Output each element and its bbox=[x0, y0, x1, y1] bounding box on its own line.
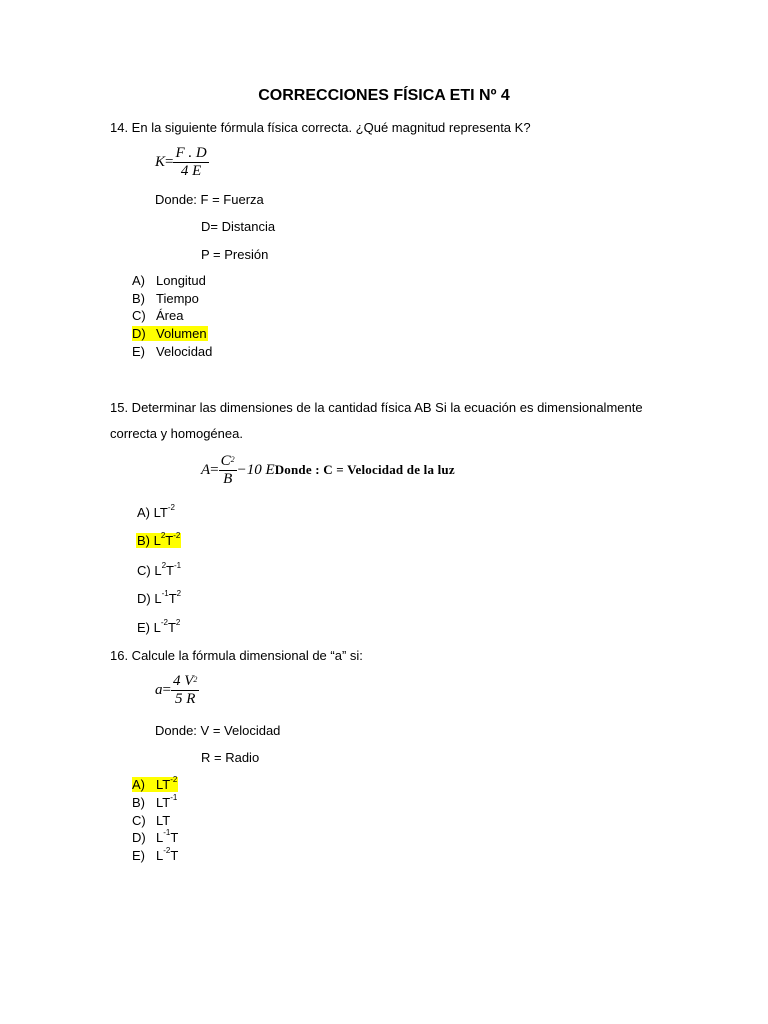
option-text: C) L bbox=[137, 563, 162, 578]
option-exponent: 2 bbox=[160, 531, 166, 540]
option-e bbox=[132, 344, 212, 359]
formula-eq: = bbox=[162, 681, 171, 698]
formula-eq: = bbox=[210, 461, 219, 478]
option-d-highlighted bbox=[132, 326, 208, 341]
option-letter: A) bbox=[132, 777, 145, 792]
option-letter: E) bbox=[132, 344, 145, 359]
question-16-text: 16. Calcule la fórmula dimensional de “a” si: bbox=[110, 648, 363, 663]
formula-denominator: 4 E bbox=[180, 163, 202, 179]
option-exponent: -2 bbox=[163, 846, 171, 855]
formula-fraction bbox=[173, 145, 208, 180]
option-c bbox=[137, 563, 181, 578]
option-text: E) L bbox=[137, 620, 161, 635]
question-14-formula bbox=[155, 145, 209, 180]
where-label: Donde: bbox=[155, 723, 197, 738]
option-text: T bbox=[167, 620, 176, 635]
formula-eq: = bbox=[165, 153, 174, 170]
option-text: Longitud bbox=[156, 273, 206, 288]
option-letter: E) bbox=[132, 848, 145, 863]
option-c bbox=[132, 813, 170, 828]
formula-fraction bbox=[171, 673, 199, 708]
option-letter: D) bbox=[132, 326, 146, 341]
definition: F = Fuerza bbox=[200, 192, 264, 207]
question-15-formula bbox=[201, 453, 455, 488]
question-15-text-line2: correcta y homogénea. bbox=[110, 426, 243, 441]
formula-numerator: F . D bbox=[175, 145, 207, 161]
option-a-highlighted bbox=[132, 777, 178, 792]
numerator-base: 4 V bbox=[172, 673, 194, 689]
option-text: T bbox=[168, 591, 177, 606]
option-exponent: 2 bbox=[176, 589, 182, 598]
definition: D= Distancia bbox=[201, 219, 276, 234]
definition: V = Velocidad bbox=[200, 723, 281, 738]
formula-lhs: a bbox=[155, 681, 163, 698]
numerator-base: C bbox=[220, 453, 231, 469]
question-16-formula bbox=[155, 673, 199, 708]
option-exponent: -2 bbox=[170, 775, 178, 784]
formula-numerator bbox=[171, 673, 199, 691]
question-15-text-line1: 15. Determinar las dimensiones de la cantidad física AB Si la ecuación es dimensionalmente bbox=[110, 400, 643, 415]
option-text: T bbox=[165, 533, 174, 548]
option-text: Área bbox=[156, 308, 184, 323]
numerator-exponent: 2 bbox=[230, 455, 235, 464]
formula-rest: −10 E bbox=[236, 461, 275, 478]
where-label: Donde: bbox=[155, 192, 197, 207]
option-letter: D) bbox=[132, 830, 146, 845]
option-e bbox=[132, 848, 178, 863]
option-b bbox=[132, 795, 177, 810]
q16-where bbox=[155, 723, 280, 738]
option-text: D) L bbox=[137, 591, 162, 606]
option-d bbox=[137, 591, 181, 606]
option-text: LT bbox=[156, 813, 171, 828]
option-exponent: -1 bbox=[173, 561, 182, 570]
q14-where bbox=[155, 192, 264, 207]
option-b bbox=[132, 291, 199, 306]
option-exponent: 2 bbox=[161, 561, 167, 570]
formula-numerator bbox=[219, 453, 237, 471]
formula-lhs: A bbox=[201, 461, 211, 478]
option-text: Tiempo bbox=[156, 291, 199, 306]
question-14-text: 14. En la siguiente fórmula física correcta. ¿Qué magnitud representa K? bbox=[110, 120, 531, 135]
option-a bbox=[132, 273, 206, 288]
option-letter: C) bbox=[132, 308, 146, 323]
option-c bbox=[132, 308, 183, 323]
option-a bbox=[137, 505, 175, 520]
option-letter: B) bbox=[132, 795, 145, 810]
option-text: LT bbox=[156, 777, 171, 792]
option-text: L bbox=[156, 848, 164, 863]
formula-denominator: B bbox=[223, 471, 233, 487]
option-text: A) LT bbox=[137, 505, 168, 520]
option-text: Velocidad bbox=[156, 344, 213, 359]
formula-note: Donde : C = Velocidad de la luz bbox=[274, 461, 455, 477]
option-letter: C) bbox=[132, 813, 146, 828]
option-exponent: -2 bbox=[173, 531, 181, 540]
definition: P = Presión bbox=[201, 247, 269, 262]
option-exponent: -2 bbox=[167, 503, 175, 512]
option-text: LT bbox=[156, 795, 171, 810]
option-exponent: -1 bbox=[161, 589, 169, 598]
option-text: T bbox=[166, 563, 174, 578]
option-d bbox=[132, 830, 178, 845]
formula-denominator: 5 R bbox=[174, 691, 196, 707]
formula-lhs: K bbox=[155, 153, 166, 170]
option-text: B) L bbox=[137, 533, 161, 548]
option-letter: A) bbox=[132, 273, 145, 288]
formula-fraction bbox=[219, 453, 237, 488]
option-text: L bbox=[156, 830, 164, 845]
option-exponent: -1 bbox=[170, 793, 178, 802]
option-letter: B) bbox=[132, 291, 145, 306]
option-text: T bbox=[170, 830, 179, 845]
option-exponent: -2 bbox=[160, 618, 168, 627]
page-title: CORRECCIONES FÍSICA ETI Nº 4 bbox=[258, 87, 510, 104]
option-e bbox=[137, 620, 180, 635]
numerator-exponent: 2 bbox=[193, 675, 198, 684]
option-b-highlighted bbox=[136, 533, 181, 548]
option-exponent: -1 bbox=[163, 828, 171, 837]
definition: R = Radio bbox=[201, 750, 260, 765]
option-text: Volumen bbox=[156, 326, 207, 341]
option-text: T bbox=[170, 848, 179, 863]
option-exponent: 2 bbox=[175, 618, 181, 627]
